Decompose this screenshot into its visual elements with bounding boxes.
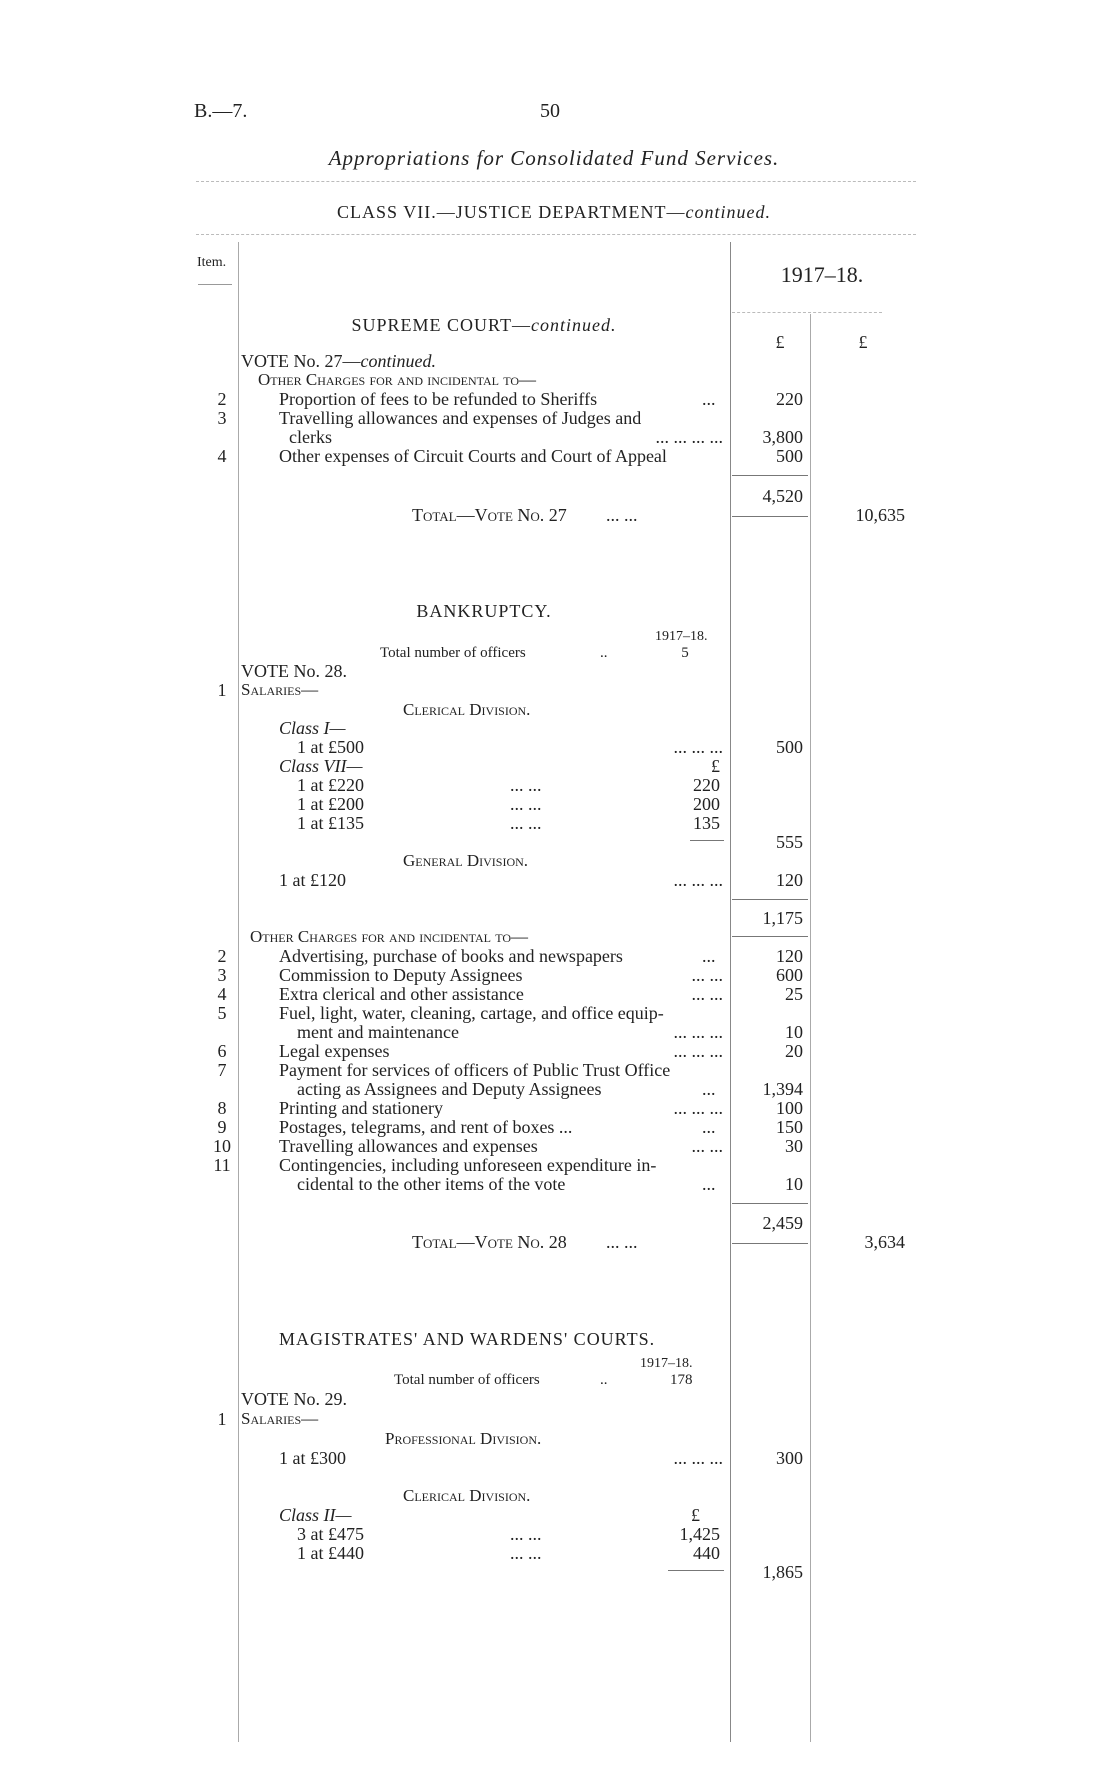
- sum-rule: [668, 1570, 724, 1571]
- sum-rule: [732, 899, 808, 900]
- amount-column-divider: [730, 242, 731, 1742]
- item-column-divider: [238, 242, 239, 1742]
- salary-amount: 300: [776, 1448, 803, 1468]
- line-item-text: Other expenses of Circuit Courts and Court of Appeal: [279, 446, 667, 466]
- vote-28-label: VOTE No. 28.: [241, 661, 347, 681]
- leader-dots: ... ...: [510, 813, 542, 833]
- leader-dots: ... ...: [510, 1543, 542, 1563]
- vote-27-label: VOTE No. 27—continued.: [241, 351, 436, 371]
- bankruptcy-heading: BANKRUPTCY.: [416, 601, 552, 621]
- officers-label: Total number of officers: [380, 645, 526, 661]
- salaries-heading: Salaries—: [241, 680, 319, 699]
- pound-sign-col2: £: [858, 332, 868, 352]
- salary-amount: 500: [776, 737, 803, 757]
- item-number: 2: [217, 389, 227, 409]
- class-2-subtotal: 1,865: [762, 1562, 803, 1582]
- officers-year: 1917–18.: [655, 629, 708, 644]
- subtotal-column-divider: [810, 314, 811, 1742]
- leader-dots: ... ...: [691, 1136, 723, 1156]
- line-item-text: Travelling allowances and expenses: [279, 1136, 538, 1156]
- class-7-subtotal: 555: [776, 832, 803, 852]
- line-item-amount: 150: [776, 1117, 803, 1137]
- line-item-text-cont: clerks: [289, 427, 332, 447]
- vote-27-total: 10,635: [855, 505, 905, 525]
- item-number: 4: [217, 446, 227, 466]
- professional-division-heading: Professional Division.: [385, 1429, 542, 1448]
- item-number: 1: [217, 1409, 227, 1429]
- line-item-text: Proportion of fees to be refunded to Sheriffs: [279, 389, 598, 409]
- line-item-text: Travelling allowances and expenses of Judges and: [279, 408, 642, 428]
- item-number: 7: [217, 1060, 227, 1080]
- leader-dots: ... ... ...: [673, 870, 723, 890]
- line-item-text: Printing and stationery: [279, 1098, 443, 1118]
- line-item-text: Postages, telegrams, and rent of boxes ...: [279, 1117, 573, 1137]
- line-item-amount: 25: [785, 984, 803, 1004]
- salary-amount: 120: [776, 870, 803, 890]
- pound-sign-col1: £: [775, 332, 785, 352]
- year-header-rule: [732, 312, 882, 313]
- salary-sub-amount: 440: [693, 1543, 720, 1563]
- line-item-amount: 30: [785, 1136, 803, 1156]
- leader-dots: ...: [702, 389, 716, 409]
- leader-dots: ..: [600, 1372, 608, 1388]
- item-number: 10: [213, 1136, 231, 1156]
- supreme-other-charges-heading: Other Charges for and incidental to—: [258, 370, 537, 389]
- line-item-amount: 600: [776, 965, 803, 985]
- item-number: 2: [217, 946, 227, 966]
- line-item-text-cont: ment and maintenance: [297, 1022, 459, 1042]
- salary-line: 1 at £440: [297, 1543, 364, 1563]
- item-number: 6: [217, 1041, 227, 1061]
- clerical-division-heading: Clerical Division.: [403, 700, 531, 719]
- magistrates-heading: MAGISTRATES' AND WARDENS' COURTS.: [279, 1329, 656, 1349]
- item-number: 8: [217, 1098, 227, 1118]
- item-number: 3: [217, 408, 227, 428]
- line-item-amount: 500: [776, 446, 803, 466]
- line-item-text: Fuel, light, water, cleaning, cartage, and office equip-: [279, 1003, 664, 1023]
- item-number: 3: [217, 965, 227, 985]
- clerical-division-heading: Clerical Division.: [403, 1486, 531, 1505]
- officers-year: 1917–18.: [640, 1356, 693, 1371]
- line-item-text: Advertising, purchase of books and newspapers: [279, 946, 623, 966]
- leader-dots: ... ... ...: [673, 737, 723, 757]
- item-number: 1: [217, 680, 227, 700]
- salary-line: 1 at £220: [297, 775, 364, 795]
- leader-dots: ...: [702, 1174, 716, 1194]
- salary-sub-amount: 135: [693, 813, 720, 833]
- line-item-amount: 120: [776, 946, 803, 966]
- salary-line: 3 at £475: [297, 1524, 364, 1544]
- leader-dots: ... ...: [510, 775, 542, 795]
- vote-29-label: VOTE No. 29.: [241, 1389, 347, 1409]
- leader-dots: ... ...: [510, 1524, 542, 1544]
- leader-dots: ... ... ...: [673, 1448, 723, 1468]
- total-rule: [732, 516, 808, 517]
- salary-sub-amount: 220: [693, 775, 720, 795]
- leader-dots: ... ... ...: [673, 1041, 723, 1061]
- general-division-heading: General Division.: [403, 851, 529, 870]
- line-item-text: Extra clerical and other assistance: [279, 984, 524, 1004]
- leader-dots: ... ...: [510, 794, 542, 814]
- vote-28-total-label: Total—Vote No. 28: [412, 1232, 567, 1252]
- total-rule: [732, 1243, 808, 1244]
- line-item-amount: 10: [785, 1174, 803, 1194]
- vote-27-subtotal: 4,520: [762, 486, 803, 506]
- line-item-amount: 20: [785, 1041, 803, 1061]
- line-item-amount: 3,800: [762, 427, 803, 447]
- item-number: 5: [217, 1003, 227, 1023]
- item-number: 4: [217, 984, 227, 1004]
- line-item-amount: 100: [776, 1098, 803, 1118]
- class-heading: CLASS VII.—JUSTICE DEPARTMENT—continued.: [337, 202, 771, 222]
- page-title: Appropriations for Consolidated Fund Services.: [328, 146, 780, 170]
- leader-dots: ...: [702, 1079, 716, 1099]
- salaries-heading: Salaries—: [241, 1409, 319, 1428]
- year-column-header: 1917–18.: [780, 262, 864, 287]
- officers-label: Total number of officers: [394, 1372, 540, 1388]
- salary-line: 1 at £500: [297, 737, 364, 757]
- sum-rule: [732, 936, 808, 937]
- salary-line: 1 at £300: [279, 1448, 346, 1468]
- bankruptcy-other-charges-heading: Other Charges for and incidental to—: [250, 927, 529, 946]
- leader-dots: ... ... ...: [673, 1098, 723, 1118]
- line-item-amount: 10: [785, 1022, 803, 1042]
- document-reference: B.—7.: [194, 100, 248, 122]
- leader-dots: ... ...: [691, 984, 723, 1004]
- pound-sign: £: [691, 1505, 700, 1525]
- line-item-amount: 220: [776, 389, 803, 409]
- class-label: Class VII—: [279, 756, 363, 776]
- sum-rule: [732, 475, 808, 476]
- page-number: 50: [540, 100, 560, 122]
- item-header-rule: [198, 284, 232, 285]
- class-label: Class II—: [279, 1505, 352, 1525]
- leader-dots: ... ...: [606, 505, 638, 525]
- heading-rule: [196, 234, 916, 235]
- vote-28-subtotal: 2,459: [762, 1213, 803, 1233]
- title-rule: [196, 181, 916, 182]
- class-label: Class I—: [279, 718, 346, 738]
- item-column-header: Item.: [197, 255, 227, 270]
- salary-line: 1 at £120: [279, 870, 346, 890]
- leader-dots: ..: [600, 645, 608, 661]
- leader-dots: ...: [702, 946, 716, 966]
- salary-line: 1 at £200: [297, 794, 364, 814]
- leader-dots: ... ... ...: [673, 1022, 723, 1042]
- leader-dots: ... ... ... ...: [655, 427, 723, 447]
- item-number: 9: [217, 1117, 227, 1137]
- salary-sub-amount: 1,425: [679, 1524, 720, 1544]
- officers-count: 178: [670, 1372, 693, 1388]
- line-item-text: Contingencies, including unforeseen expenditure in-: [279, 1155, 657, 1175]
- leader-dots: ...: [702, 1117, 716, 1137]
- item-number: 11: [213, 1155, 231, 1175]
- vote-27-total-label: Total—Vote No. 27: [412, 505, 567, 525]
- line-item-text-cont: cidental to the other items of the vote: [297, 1174, 566, 1194]
- line-item-text: Payment for services of officers of Public Trust Office: [279, 1060, 671, 1080]
- sum-rule: [732, 1203, 808, 1204]
- line-item-text: Legal expenses: [279, 1041, 390, 1061]
- leader-dots: ... ...: [691, 965, 723, 985]
- line-item-text: Commission to Deputy Assignees: [279, 965, 523, 985]
- line-item-text-cont: acting as Assignees and Deputy Assignees: [297, 1079, 602, 1099]
- salary-line: 1 at £135: [297, 813, 364, 833]
- vote-28-total: 3,634: [864, 1232, 905, 1252]
- sum-rule: [690, 840, 724, 841]
- line-item-amount: 1,394: [762, 1079, 803, 1099]
- salaries-total: 1,175: [762, 908, 803, 928]
- officers-count: 5: [681, 645, 689, 661]
- salary-sub-amount: 200: [693, 794, 720, 814]
- leader-dots: ... ...: [606, 1232, 638, 1252]
- pound-sign: £: [711, 756, 720, 776]
- supreme-court-heading: SUPREME COURT—continued.: [351, 315, 617, 335]
